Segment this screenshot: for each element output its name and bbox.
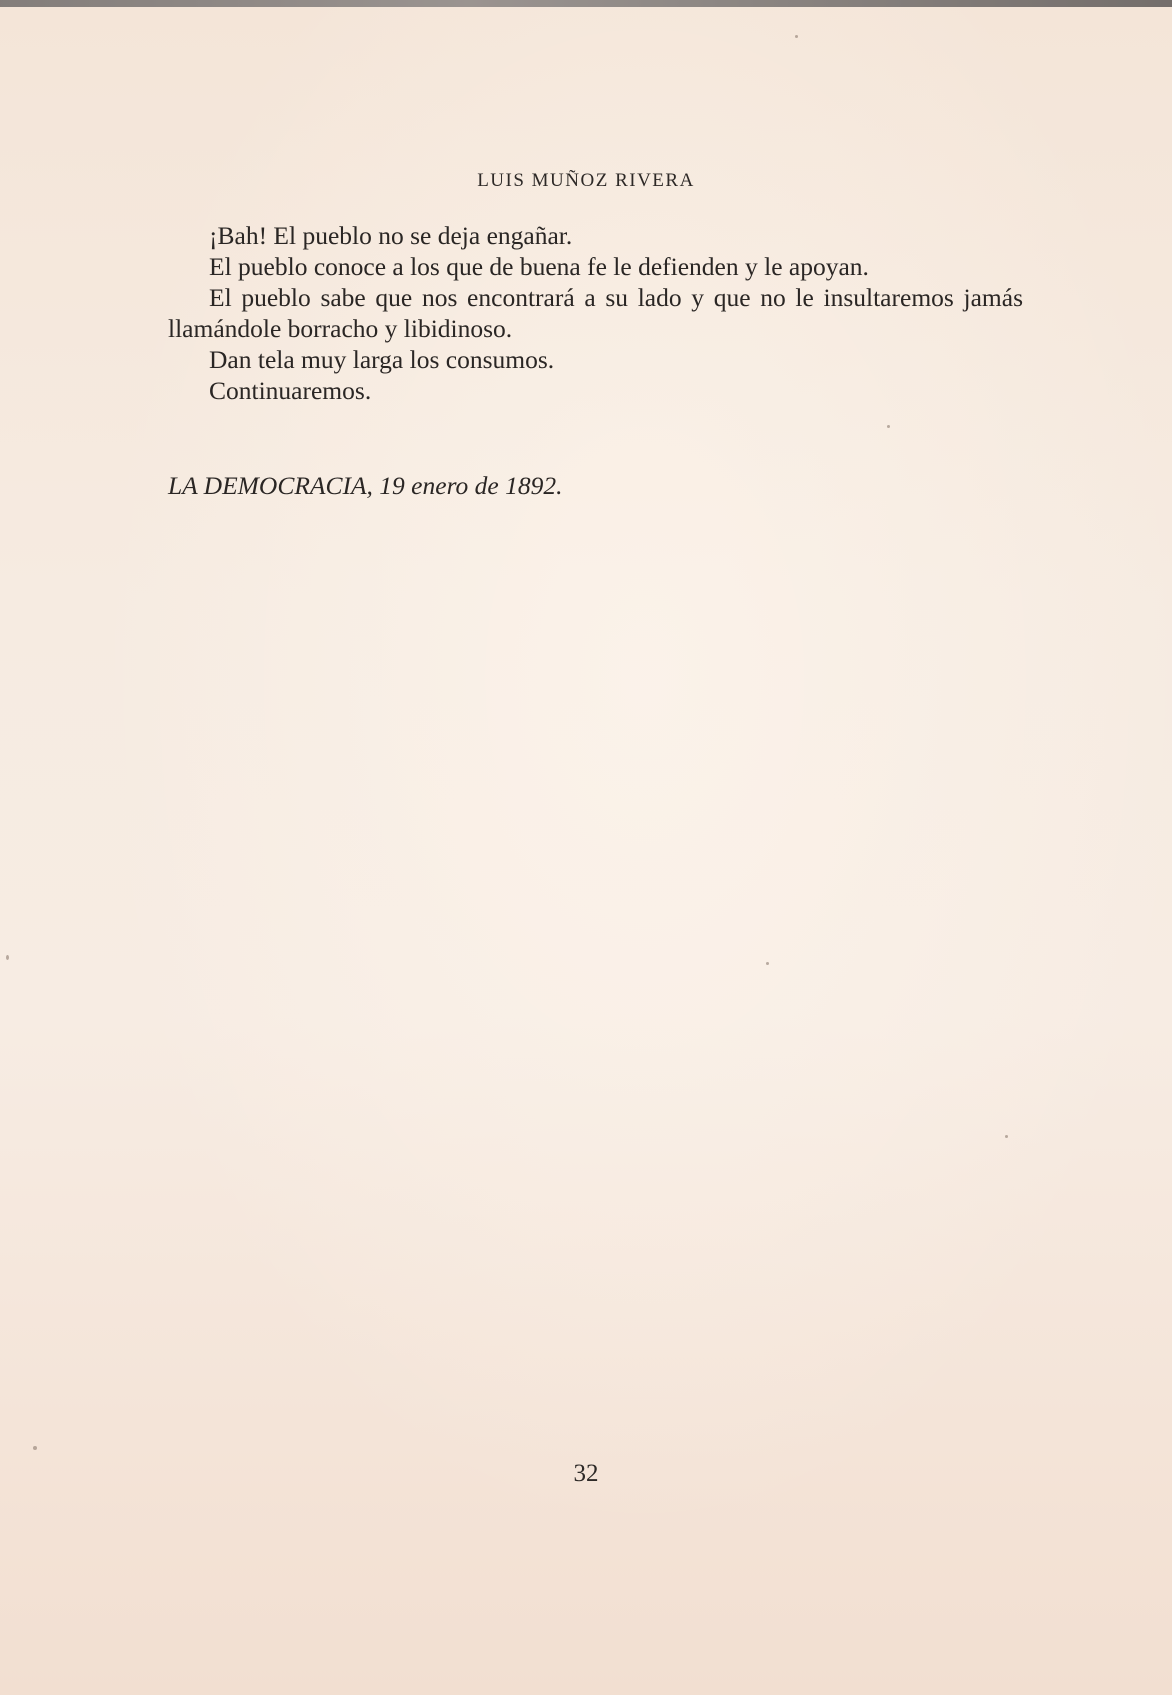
paragraph: El pueblo sabe que nos encontrará a su lado y que no le insultaremos jamás llamándole borracho y libidinoso. — [168, 283, 1023, 343]
page-top-edge — [0, 0, 1172, 7]
page-number: 32 — [573, 1460, 599, 1487]
paragraph: El pueblo conoce a los que de buena fe le defienden y le apoyan. — [209, 252, 869, 281]
running-head: LUIS MUÑOZ RIVERA — [477, 170, 695, 191]
body-text — [168, 220, 1023, 406]
paragraph: ¡Bah! El pueblo no se deja engañar. — [209, 221, 573, 250]
paper-speck — [33, 1446, 37, 1450]
paragraph: Dan tela muy larga los consumos. — [209, 345, 555, 374]
paper-speck — [887, 425, 890, 428]
paper-speck — [766, 962, 769, 965]
paragraph: Continuaremos. — [209, 376, 372, 405]
paper-speck — [795, 35, 798, 38]
paper-speck — [6, 955, 9, 960]
dateline: LA DEMOCRACIA, 19 enero de 1892. — [168, 471, 563, 500]
paper-speck — [1005, 1135, 1008, 1138]
